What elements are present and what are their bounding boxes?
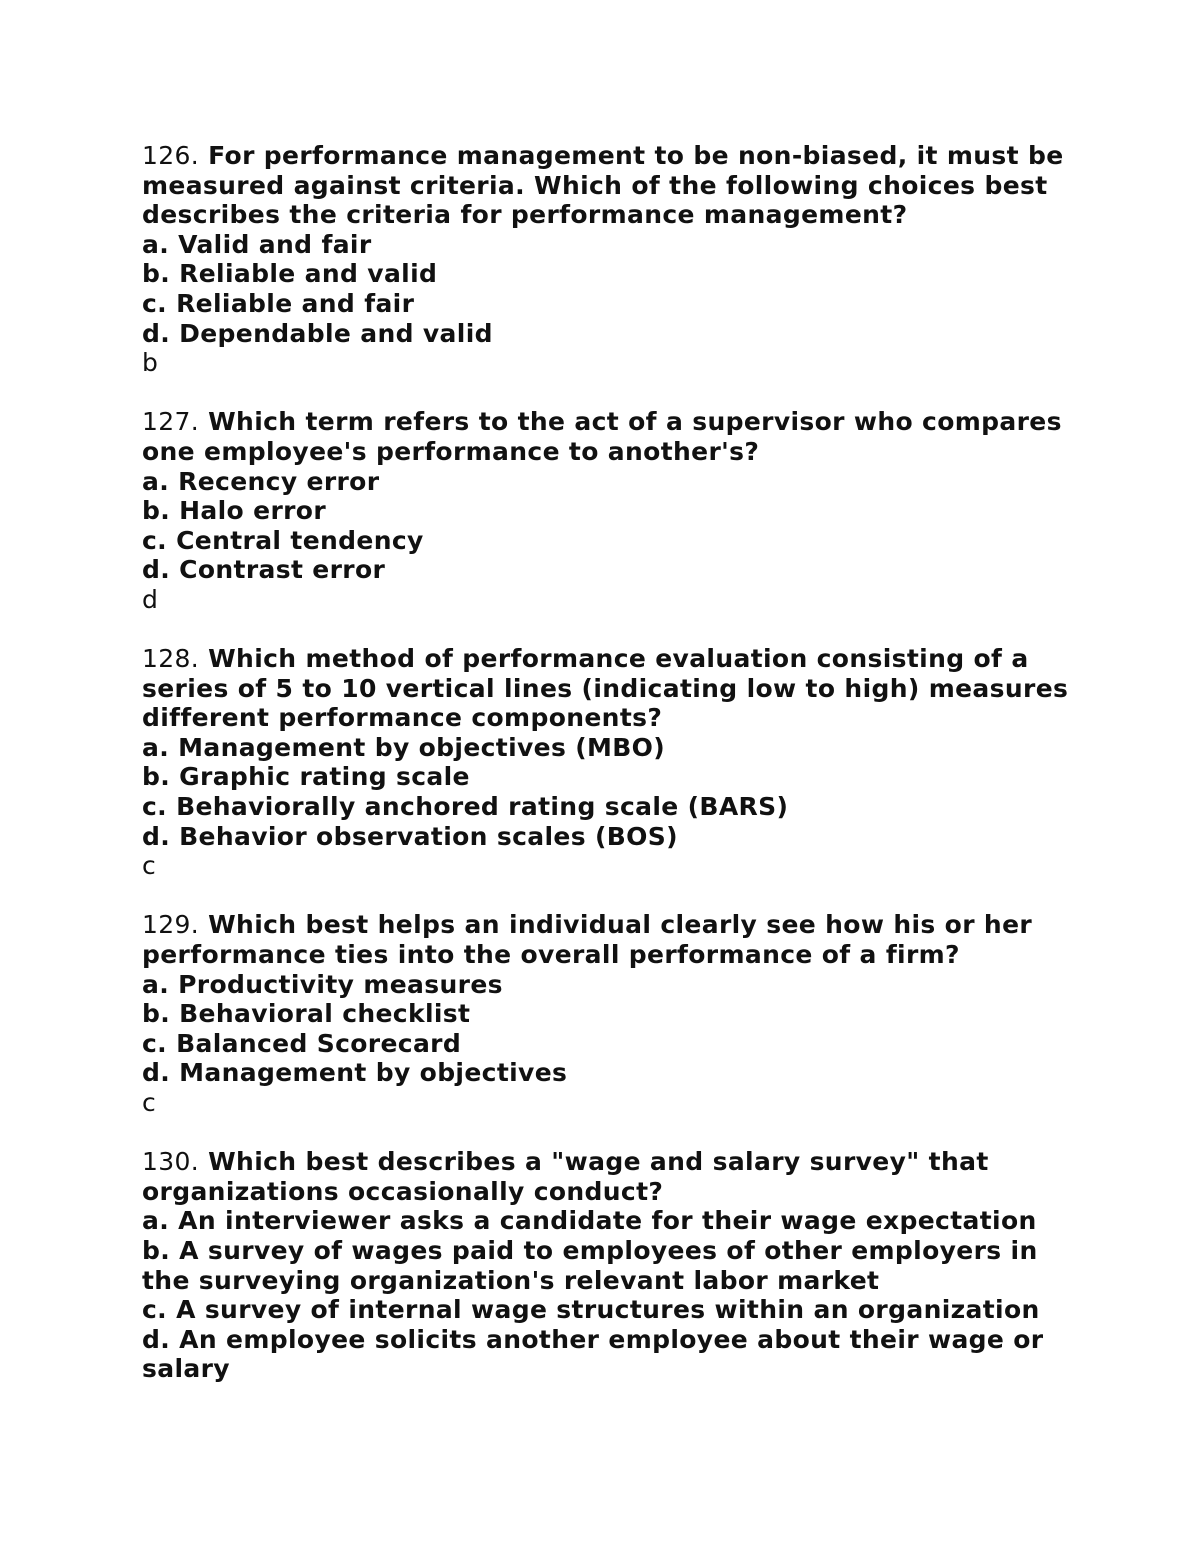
- question-126: [142, 141, 1082, 378]
- option-a: a. An interviewer asks a candidate for their wage expectation: [142, 1206, 1037, 1236]
- option-a: a. Management by objectives (MBO): [142, 732, 666, 762]
- document-page: [142, 141, 1082, 1414]
- option-d: d. Contrast error: [142, 555, 386, 585]
- question-number: 129.: [142, 910, 200, 940]
- question-text: Which best describes a "wage and salary survey" that organizations occasionally conduct?: [142, 1147, 989, 1206]
- question-stem: [142, 1147, 1082, 1206]
- answer-key: b: [142, 348, 159, 378]
- question-number: 126.: [142, 141, 200, 170]
- question-130: [142, 1147, 1082, 1384]
- option-c: c. Central tendency: [142, 525, 424, 555]
- option-c: c. Reliable and fair: [142, 288, 415, 318]
- question-129: [142, 910, 1082, 1117]
- option-d: d. Dependable and valid: [142, 318, 493, 348]
- option-d: d. Management by objectives: [142, 1058, 568, 1088]
- option-b: b. Reliable and valid: [142, 259, 438, 289]
- option-b: b. Behavioral checklist: [142, 999, 471, 1029]
- question-number: 128.: [142, 644, 200, 674]
- option-b: b. Graphic rating scale: [142, 762, 470, 792]
- option-c: c. A survey of internal wage structures within an organization: [142, 1295, 1040, 1325]
- answer-key: d: [142, 584, 159, 614]
- question-text: Which method of performance evaluation consisting of a series of 5 to 10 vertical lines (indicating low to high) measures different performance components?: [142, 644, 1069, 733]
- question-text: For performance management to be non-biased, it must be measured against criteria. Which of the following choices best describes the criteria for performance management?: [142, 141, 1064, 230]
- question-stem: [142, 141, 1082, 230]
- question-stem: [142, 644, 1082, 733]
- option-d: d. An employee solicits another employee about their wage or salary: [142, 1324, 1044, 1384]
- answer-key: c: [142, 851, 157, 881]
- answer-key: c: [142, 1088, 157, 1117]
- option-d: d. Behavior observation scales (BOS): [142, 821, 678, 851]
- option-a: a. Productivity measures: [142, 969, 503, 999]
- option-c: c. Behaviorally anchored rating scale (BARS): [142, 792, 789, 822]
- question-127: [142, 407, 1082, 614]
- option-b: b. Halo error: [142, 496, 327, 526]
- option-a: a. Recency error: [142, 466, 380, 496]
- question-text: Which best helps an individual clearly see how his or her performance ties into the overall performance of a firm?: [142, 910, 1033, 970]
- option-c: c. Balanced Scorecard: [142, 1028, 462, 1058]
- question-text: Which term refers to the act of a supervisor who compares one employee's performance to another's?: [142, 407, 1062, 466]
- question-stem: [142, 407, 1082, 466]
- question-128: [142, 644, 1082, 881]
- question-number: 130.: [142, 1147, 200, 1177]
- option-b: b. A survey of wages paid to employees of other employers in the surveying organization's relevant labor market: [142, 1235, 1038, 1295]
- question-number: 127.: [142, 407, 200, 437]
- option-a: a. Valid and fair: [142, 229, 372, 259]
- question-stem: [142, 910, 1082, 969]
